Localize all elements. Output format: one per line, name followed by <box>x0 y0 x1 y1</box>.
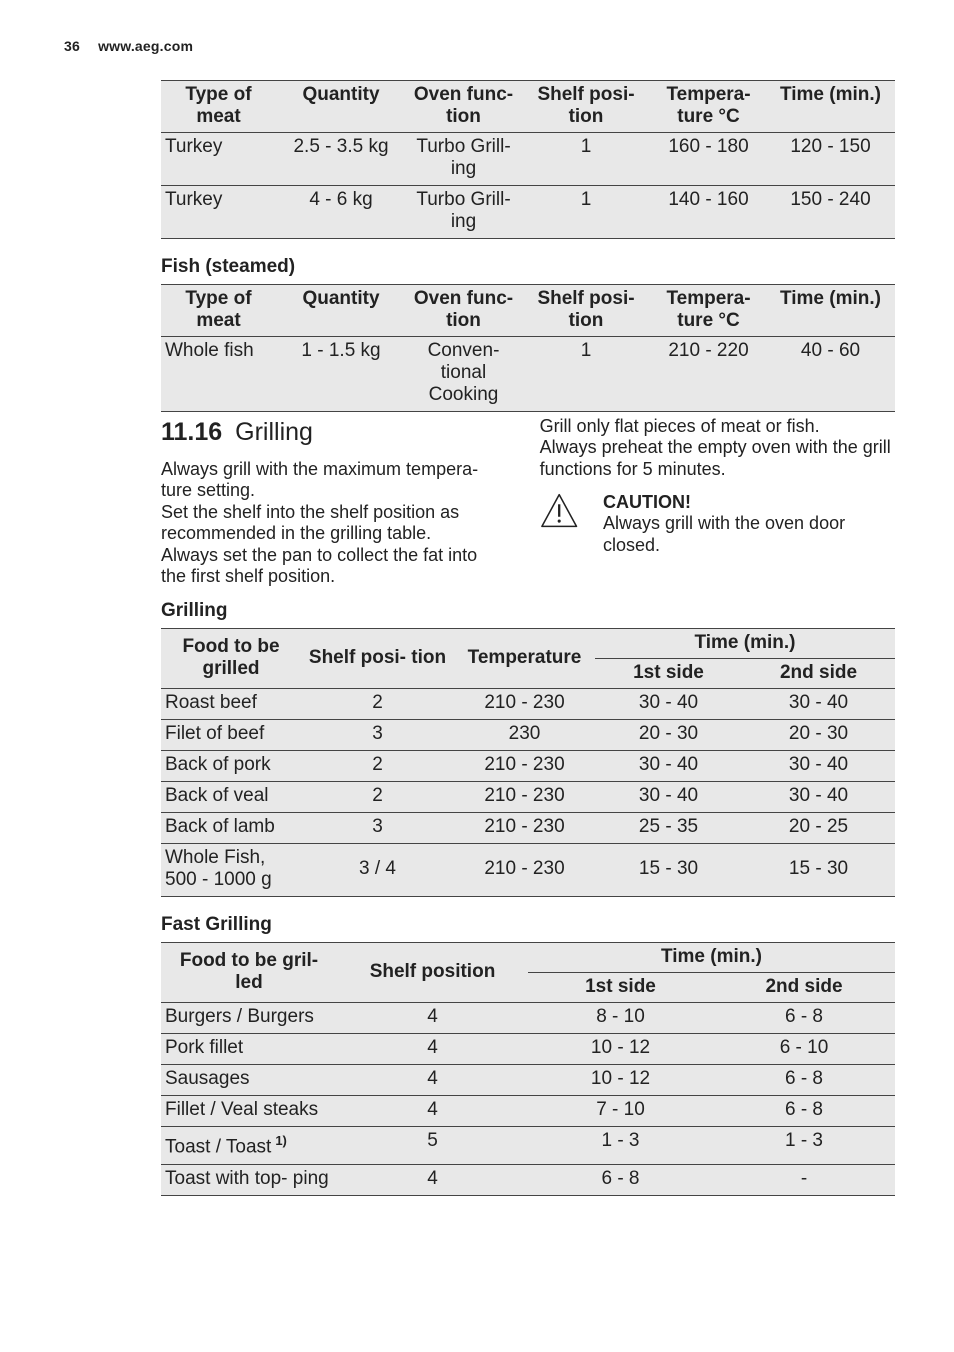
table-cell: 2 <box>301 782 454 813</box>
caution-box <box>540 492 895 556</box>
column-header: Quantity <box>276 81 406 133</box>
table-cell: 150 - 240 <box>766 186 895 239</box>
caution-text: Always grill with the oven door closed. <box>602 513 846 555</box>
paragraph: Always set the pan to collect the fat into the first shelf position. <box>161 544 478 587</box>
table-cell: 30 - 40 <box>742 751 895 782</box>
table-cell: 6 - 8 <box>713 1003 895 1034</box>
column-header: 1st side <box>595 659 742 689</box>
table-cell: 120 - 150 <box>766 133 895 186</box>
table-cell: 210 - 220 <box>651 337 766 412</box>
table-cell: Whole fish <box>161 337 276 412</box>
column-header: Food to be grilled <box>161 629 301 689</box>
table-row <box>161 1096 895 1127</box>
column-header: Time (min.) <box>766 285 895 337</box>
food-name: Toast / Toast <box>165 1136 272 1158</box>
table-cell: 1 <box>521 337 651 412</box>
table-cell: 2 <box>301 751 454 782</box>
table-row <box>161 1003 895 1034</box>
table-cell: Back of pork <box>161 751 301 782</box>
table-header-row <box>161 629 895 659</box>
paragraph: Grill only flat pieces of meat or fish. <box>539 416 820 436</box>
table-cell: 15 - 30 <box>742 844 895 897</box>
table-row <box>161 782 895 813</box>
table-cell: Sausages <box>161 1065 337 1096</box>
column-header: Food to be gril- led <box>161 943 337 1003</box>
column-header: Quantity <box>276 285 406 337</box>
fast-grilling-table <box>161 942 895 1195</box>
table-row <box>161 1065 895 1096</box>
page-header <box>64 38 193 54</box>
table-cell: 6 - 8 <box>713 1096 895 1127</box>
table-cell: 30 - 40 <box>595 751 742 782</box>
table-cell <box>161 1127 337 1164</box>
section-title: Grilling <box>235 418 313 446</box>
fish-table <box>161 284 895 412</box>
paragraph: Always grill with the maximum tempera- ture setting. <box>161 459 479 501</box>
table-cell: 4 <box>337 1164 528 1195</box>
table-cell: 20 - 30 <box>742 720 895 751</box>
paragraph: Always preheat the empty oven with the grill functions for 5 minutes. <box>539 437 891 479</box>
caution-title: CAUTION! <box>602 492 691 513</box>
table-cell: 10 - 12 <box>528 1065 713 1096</box>
table-header-row <box>161 943 895 973</box>
table-row <box>161 1034 895 1065</box>
table-cell: 1 - 3 <box>713 1127 895 1164</box>
table-cell: 3 / 4 <box>301 844 454 897</box>
column-header: Time (min.) <box>766 81 895 133</box>
table-row <box>161 1127 895 1164</box>
paragraph: Set the shelf into the shelf position as recommended in the grilling table. <box>161 501 460 544</box>
table-cell: 30 - 40 <box>742 782 895 813</box>
table-cell: 1 - 1.5 kg <box>276 337 406 412</box>
table-row <box>161 133 895 186</box>
grilling-left-column <box>161 416 507 587</box>
grilling-right-column <box>540 416 895 587</box>
table-cell: Back of lamb <box>161 813 301 844</box>
table-cell: 140 - 160 <box>651 186 766 239</box>
column-header: Type of meat <box>161 81 276 133</box>
section-heading <box>161 417 507 447</box>
table-cell: 2.5 - 3.5 kg <box>276 133 406 186</box>
table-cell: Toast with top- ping <box>161 1164 337 1195</box>
table-cell: 4 <box>337 1096 528 1127</box>
table-cell: 30 - 40 <box>742 689 895 720</box>
table-cell: 20 - 30 <box>595 720 742 751</box>
page-number: 36 <box>64 38 80 54</box>
table-row <box>161 186 895 239</box>
column-header: Temperature <box>454 629 595 689</box>
warning-triangle-icon <box>540 492 578 530</box>
grilling-section <box>161 416 895 587</box>
column-header: Tempera- ture °C <box>651 285 766 337</box>
table-cell: 15 - 30 <box>595 844 742 897</box>
table-header-row <box>161 285 895 337</box>
column-header: Shelf posi- tion <box>521 81 651 133</box>
table-cell: 4 <box>337 1065 528 1096</box>
grilling-table-label: Grilling <box>161 600 228 622</box>
table-cell: 4 <box>337 1034 528 1065</box>
table-cell: Conven- tional Cooking <box>406 337 521 412</box>
table-cell: 4 <box>337 1003 528 1034</box>
table-cell: 8 - 10 <box>528 1003 713 1034</box>
table-cell: Turkey <box>161 133 276 186</box>
page-content <box>161 80 895 1196</box>
table-cell: 6 - 8 <box>713 1065 895 1096</box>
column-header: Oven func- tion <box>406 81 521 133</box>
table-cell: 210 - 230 <box>454 782 595 813</box>
table-cell: 10 - 12 <box>528 1034 713 1065</box>
table-header-row <box>161 81 895 133</box>
table-cell: 210 - 230 <box>454 813 595 844</box>
column-header: Time (min.) <box>595 629 895 659</box>
column-header: Tempera- ture °C <box>651 81 766 133</box>
column-header: 2nd side <box>742 659 895 689</box>
table-cell: Turbo Grill- ing <box>406 133 521 186</box>
table-cell: Fillet / Veal steaks <box>161 1096 337 1127</box>
table-row <box>161 1164 895 1195</box>
column-header: Shelf posi- tion <box>301 629 454 689</box>
table-cell: Whole Fish, 500 - 1000 g <box>161 844 301 897</box>
table-cell: Roast beef <box>161 689 301 720</box>
table-cell: Pork fillet <box>161 1034 337 1065</box>
table-row <box>161 720 895 751</box>
table-cell: 30 - 40 <box>595 689 742 720</box>
table-cell: Back of veal <box>161 782 301 813</box>
column-header: Shelf posi- tion <box>521 285 651 337</box>
table-cell: 6 - 10 <box>713 1034 895 1065</box>
fish-section-label: Fish (steamed) <box>161 256 296 277</box>
table-cell: 160 - 180 <box>651 133 766 186</box>
table-cell: - <box>713 1164 895 1195</box>
table-cell: 210 - 230 <box>454 844 595 897</box>
table-cell: 2 <box>301 689 454 720</box>
table-cell: Filet of beef <box>161 720 301 751</box>
table-cell: 6 - 8 <box>528 1164 713 1195</box>
section-number: 11.16 <box>161 418 223 446</box>
table-row <box>161 844 895 897</box>
table-cell: 30 - 40 <box>595 782 742 813</box>
column-header: Shelf position <box>337 943 528 1003</box>
table-row <box>161 813 895 844</box>
table-cell: 20 - 25 <box>742 813 895 844</box>
table-row <box>161 337 895 412</box>
table-cell: 40 - 60 <box>766 337 895 412</box>
meat-table <box>161 80 895 239</box>
table-cell: 5 <box>337 1127 528 1164</box>
table-row <box>161 689 895 720</box>
table-cell: 3 <box>301 813 454 844</box>
table-cell: 4 - 6 kg <box>276 186 406 239</box>
table-cell: 1 <box>521 186 651 239</box>
footnote-marker: 1) <box>275 1133 287 1149</box>
column-header: Type of meat <box>161 285 276 337</box>
site-url[interactable]: www.aeg.com <box>98 38 194 54</box>
grilling-table <box>161 628 895 897</box>
table-cell: Burgers / Burgers <box>161 1003 337 1034</box>
table-cell: 7 - 10 <box>528 1096 713 1127</box>
table-cell: 1 <box>521 133 651 186</box>
table-row <box>161 751 895 782</box>
table-cell: Turbo Grill- ing <box>406 186 521 239</box>
table-cell: 230 <box>454 720 595 751</box>
table-cell: Turkey <box>161 186 276 239</box>
column-header: 1st side <box>528 973 713 1003</box>
column-header: 2nd side <box>713 973 895 1003</box>
table-cell: 25 - 35 <box>595 813 742 844</box>
fast-grilling-label: Fast Grilling <box>161 914 272 936</box>
table-cell: 3 <box>301 720 454 751</box>
table-cell: 210 - 230 <box>454 751 595 782</box>
table-cell: 1 - 3 <box>528 1127 713 1164</box>
table-cell: 210 - 230 <box>454 689 595 720</box>
column-header: Oven func- tion <box>406 285 521 337</box>
column-header: Time (min.) <box>528 943 895 973</box>
